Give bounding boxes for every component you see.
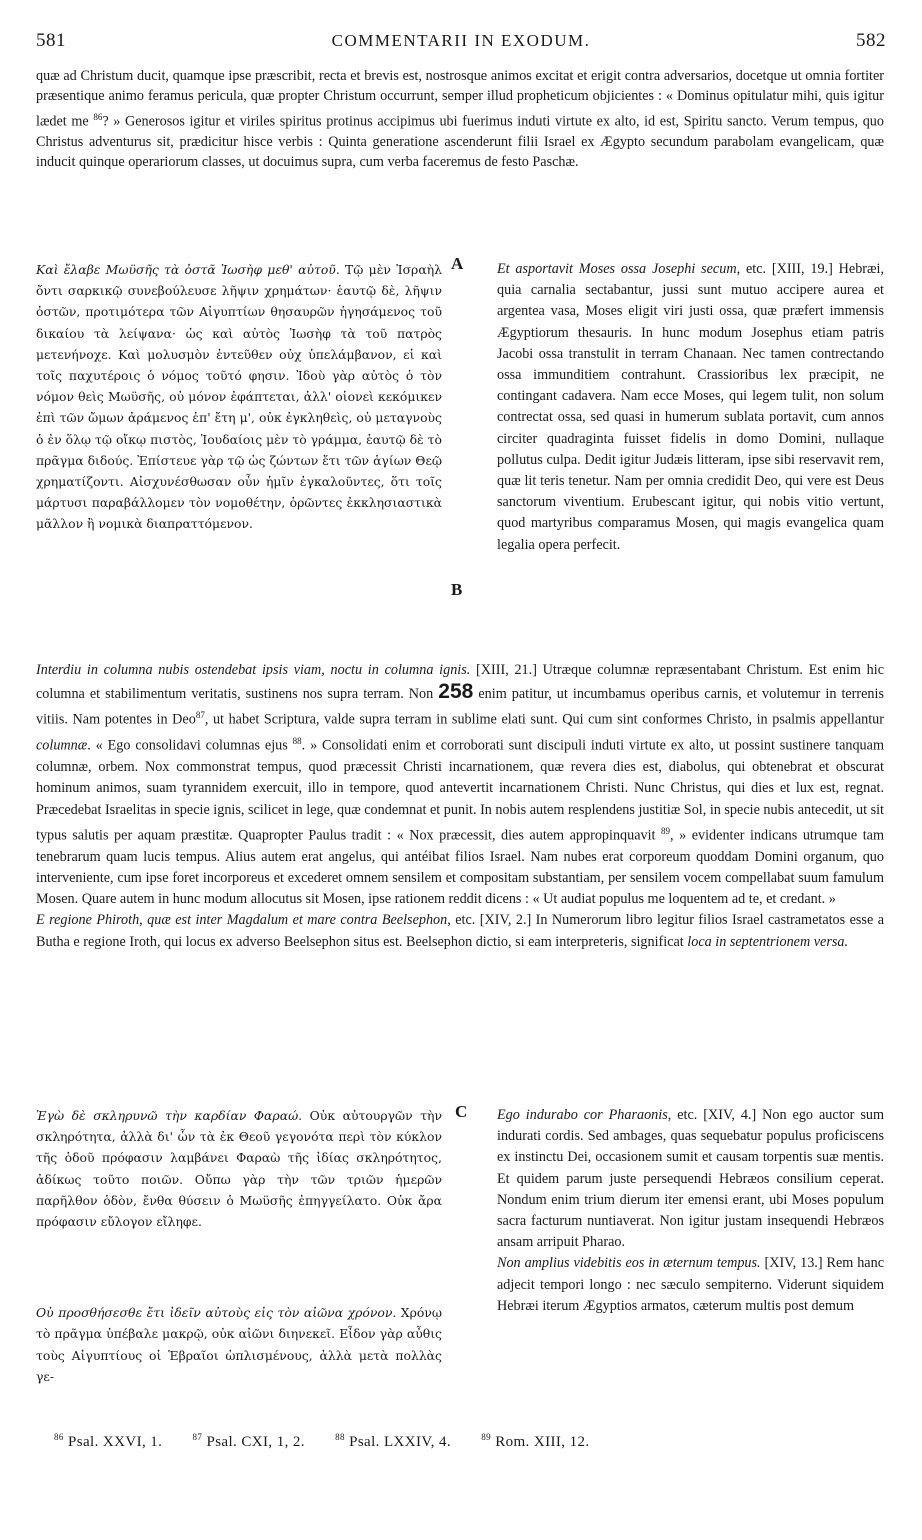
footnote-ref: 86 (93, 111, 103, 122)
middle-text-5: . » Consolidati enim et corroborati sunt discipuli induti virtute ex alto, ut possint sustinere tanquam columnæ, orbem. Nox commonstrat tempus, quod præcessit Christi incarnationem, quæ revera dies est, diabolus, qui obtenebrat et obscurat hominum animos, suam tyrannidem exercuit, illo in tempore, quod antevertit incarnationem Christi. Nunc Christus, qui dies et lux est, regnat. Præcedebat Israelitas in specie ignis, scilicet in lege, quæ condemnat et punit. In nobis autem resplendens justitiæ Sol, in specie nubis antecedit, ut sit typus salutis per aquam præstitæ. Quapropter Paulus tradit : « Nox præcessit, dies autem appropinquavit (36, 738, 884, 844)
middle-text-3: , ut habet Scriptura, valde supra terram in sublime elati sunt. Qui cum sint conformes Christo, in psalmis appellantur (204, 712, 884, 729)
middle-lemma-1: Interdiu in columna nubis ostendebat ipsis viam, noctu in columna ignis. (36, 662, 471, 678)
running-header (36, 30, 886, 64)
column-marker-a: A (451, 254, 464, 273)
column-marker-b: B (451, 580, 463, 599)
greek-lemma: Καὶ ἔλαβε Μωϋσῆς τὰ ὀστᾶ Ἰωσὴφ μεθ' αὐτοῦ. (36, 262, 340, 277)
greek-commentary: Τῷ μὲν Ἰσραὴλ ὄντι σαρκικῷ συνεβούλευσε λῆψιν χρημάτων· ἑαυτῷ δὲ, λῆψιν ὀστῶν, προτιμότερα τῶν Αἰγυπτίων θησαυρῶν ἡγησάμενος τοῦ δικαίου τὰ λείψανα· ὡς καὶ αὐτὸς Ἰωσὴφ τὰ τοῦ πατρὸς μετενήνοχε. Καὶ μολυσμὸν ἐντεῦθεν οὐχ ὑπελάμβανον, εἰ καὶ τοῖς παχυτέροις ὁ νόμος τοῦτό φησιν. Ἰδοὺ γὰρ αὐτὸς ὁ τὸν νόμον θεὶς Μωϋσῆς, οὐ μόνον ἐφάπτεται, ἀλλ' οἱονεὶ κεκόμικεν ἐπὶ τῶν ὤμων ἀράμενος ἐπ' ἔτη μ', οὐκ ἐγκληθεὶς, οὐ μεταγνοὺς ὁ ἐν ὅλῳ τῷ οἴκῳ πιστὸς, Ἰουδαίοις μὲν τὸ γράμμα, ἑαυτῷ δὲ τὸ πρᾶγμα διδούς. Ἐπίστευε γὰρ τῷ ὡς ζώντων ἔτι τῶν ἁγίων Θεῷ χρηματίζοντι. Αἰσχυνέσθωσαν οὖν ἡμῖν ἐγκαλοῦντες, ὅτι τοῖς μάρτυσι παραβάλλομεν τὸν νομοθέτην, ὁρῶντες ἐκκλησιαστικὰ μᾶλλον ἢ νομικὰ διαπραττόμενον. (36, 262, 442, 532)
latin-commentary: Hebræi, quia carnalia sectabantur, jussi sunt mutuo accipere aurea et argentea vasa, Moses eligit viri justi ossa, quæ præfert immensis Ægyptiorum thesauris. In hunc modum Josephus etiam patris Jacobi ossa transtulit in terram Chanaan. Nec tamen contrectando ossa immunditiem contrahunt. Crassioribus lex præcipit, ne contingant cadavera. Nam ecce Moses, qui legem tulit, non solum contrectat ossa, sed quasi in humerum sublata portavit, cum annos circiter quadraginta fuisset fidelis in domo Domini, nullaque pollutus culpa. Dedit igitur Judæis litteram, ipse sibi reservavit rem, quæ lit teris tenetur. Nam per omnia credidit Deo, qui vere est Deus sanctorum viventium. Erubescant igitur, qui nobis vitio vertunt, quod martyribus comparamus Mosen, qui magis evangelica quam legalia opera perfecit. (497, 261, 884, 553)
footnote-number: 89 (481, 1432, 492, 1442)
footnote-ref: 89 (661, 825, 671, 836)
italic-word: columnæ (36, 738, 88, 755)
greek-column-1 (36, 259, 442, 535)
footnote-text: Psal. XXVI, 1. (67, 1434, 163, 1450)
greek-commentary: Οὐκ αὐτουργῶν τὴν σκληρότητα, ἀλλὰ δι' ὧν τὰ ἐκ Θεοῦ γεγονότα περὶ τὸν κύκλον τῆς ὁδοῦ πρόφασιν λαμβάνει Φαραὼ τῆς ἰδίας σκληρότητος, ἀδίκως τοῦτο ποιῶν. Οὔπω γὰρ τὴν τῶν τριῶν ἡμερῶν παρῆλθον ὁδὸν, ἔνθα θύσειν ὁ Μωϋσῆς ἐπηγγείλατο. Οὐκ ἄρα πρόφασιν εὔλογον εἴληφε. (36, 1108, 442, 1230)
page-mark: 258 (438, 680, 474, 704)
page-number-left: 581 (36, 30, 66, 51)
middle-text-1: [XIII, 21.] Utræque columnæ repræsentabant Christum. Est enim hic columna et stabilimentum veritatis, sustinens nos supra terram. Non (36, 662, 884, 703)
italic-ending: loca in septentrionem versa. (687, 933, 849, 950)
middle-lemma-2: E regione Phiroth, quæ est inter Magdalum et mare contra Beelsephon (36, 912, 448, 929)
latin-column-2 (497, 1105, 884, 1317)
latin-lemma: Non amplius videbitis eos in æternum tempus. (497, 1255, 761, 1272)
middle-paragraph (36, 660, 884, 953)
footnote (192, 1434, 304, 1450)
latin-commentary: [XIV, 13.] Rem hanc adjecit tempori longo : nec sæculo sempiterno. Viderunt siquidem Hebræi iterum Ægyptios armatos, cæterum multis post demum (497, 1255, 884, 1314)
intro-text-a: quæ ad Christum ducit, quamque ipse præscribit, recta et brevis est, nostrosque animos excitat et erigit contra adversarios, docetque ut omnia fortiter præsentique animo feramus pericula, quæ propter Christum occurrunt, semper illud propheticum objicientes : « Dominus opitulatur mihi, quis igitur lædet me (36, 68, 884, 130)
column-marker-c: C (455, 1102, 468, 1121)
footnote (54, 1434, 162, 1450)
footnote-number: 87 (192, 1432, 203, 1442)
middle-text-2: enim patitur, ut incumbamus operibus carnis, et volutemur in terrenis vitiis. Nam potentes in Deo (36, 686, 884, 729)
latin-lemma: Ego indurabo cor Pharaonis (497, 1107, 668, 1123)
greek-lemma: Οὐ προσθήσεσθε ἔτι ἰδεῖν αὐτοὺς εἰς τὸν αἰῶνα χρόνον. (36, 1305, 397, 1321)
footnote-number: 86 (54, 1432, 64, 1442)
page-number-right: 582 (855, 30, 886, 51)
footnote-text: Psal. LXXIV, 4. (349, 1434, 452, 1450)
greek-passage-1 (36, 1105, 442, 1232)
greek-passage-2 (36, 1302, 442, 1387)
latin-reference: , etc. [XIII, 19.] (736, 261, 833, 277)
footnote-text: Rom. XIII, 12. (495, 1434, 590, 1450)
footnote-ref: 88 (292, 736, 302, 747)
intro-text-b: ? » Generosos igitur et viriles spiritus protinus accipimus ubi fuerimus induti virtute ex alto, id est, Spiritu sancto. Verum tempus, quo Christus adventurus sit, prædicitur hisce verbis : Quinta generatione ascenderunt filii Israel ex Ægypto secundum parabolam evangelicam, quæ inducit quinque operariorum classes, ut docuimus supra, cum verba faceremus de festo Paschæ. (36, 113, 884, 170)
footnote-ref: 87 (195, 710, 205, 721)
footnote (481, 1434, 589, 1450)
footnote-number: 88 (335, 1432, 345, 1442)
middle-text-6: , » evidenter indicans utrumque tam tenebrarum quam lucis tempus. Alius autem erat angelus, qui antéibat filios Israel. Nam nubes erat corporeum quoddam Domini organum, quo interveniente, cum ipse foret incorporeus et excederet omnem sensilem et compositam substantiam, per sensilem vocem compellabat suum famulum Mosen. Quare autem in hunc modum allocutus sit Mosen, ipse rationem reddit dicens : « Ut audiat populus me loquentem ad te, et credant. » (36, 827, 884, 908)
middle-text-4: . « Ego consolidavi columnas ejus (87, 738, 293, 755)
greek-lemma: Ἐγὼ δὲ σκληρυνῶ τὴν καρδίαν Φαραώ. (36, 1108, 303, 1123)
greek-column-2 (36, 1105, 442, 1387)
intro-paragraph (36, 66, 884, 172)
footnotes (54, 1432, 884, 1451)
latin-passage-2 (497, 1253, 884, 1317)
latin-passage-1 (497, 1105, 884, 1253)
latin-column-1 (497, 259, 884, 556)
running-title: COMMENTARII IN EXODUM. (331, 31, 591, 50)
greek-commentary: Χρόνῳ τὸ πρᾶγμα ὑπέβαλε μακρῷ, οὐκ αἰῶνι διηνεκεῖ. Εἶδον γὰρ αὖθις τοὺς Αἰγυπτίους οἱ Ἑβραῖοι ὡπλισμένους, ἀλλὰ μετὰ πολλὰς γε- (36, 1305, 443, 1384)
footnote-text: Psal. CXI, 1, 2. (206, 1434, 305, 1450)
middle-text-7: , etc. [XIV, 2.] In Numerorum libro legitur filios Israel castrametatos esse a Butha e regione Iroth, qui locus ex adverso Beelsephon situs est. Beelsephon dictio, si eam interpreteris, significat (36, 912, 884, 950)
latin-commentary: , etc. [XIV, 4.] Non ego auctor sum indurati cordis. Sed ambages, quas sequebatur populus proficiscens ex instinctu Dei, occasionem sumit et causam torpentis suæ mentis. Et quidem parum juste persequendi Hebræos consilium ceperat. Nondum enim trium dierum iter emensi erant, ubi Moses populum sacra facturum nuntiaverat. Non igitur justam insequendi Hebræos ansam arripuit Pharao. (497, 1107, 884, 1251)
footnote (335, 1434, 451, 1450)
latin-lemma: Et asportavit Moses ossa Josephi secum (497, 261, 737, 277)
